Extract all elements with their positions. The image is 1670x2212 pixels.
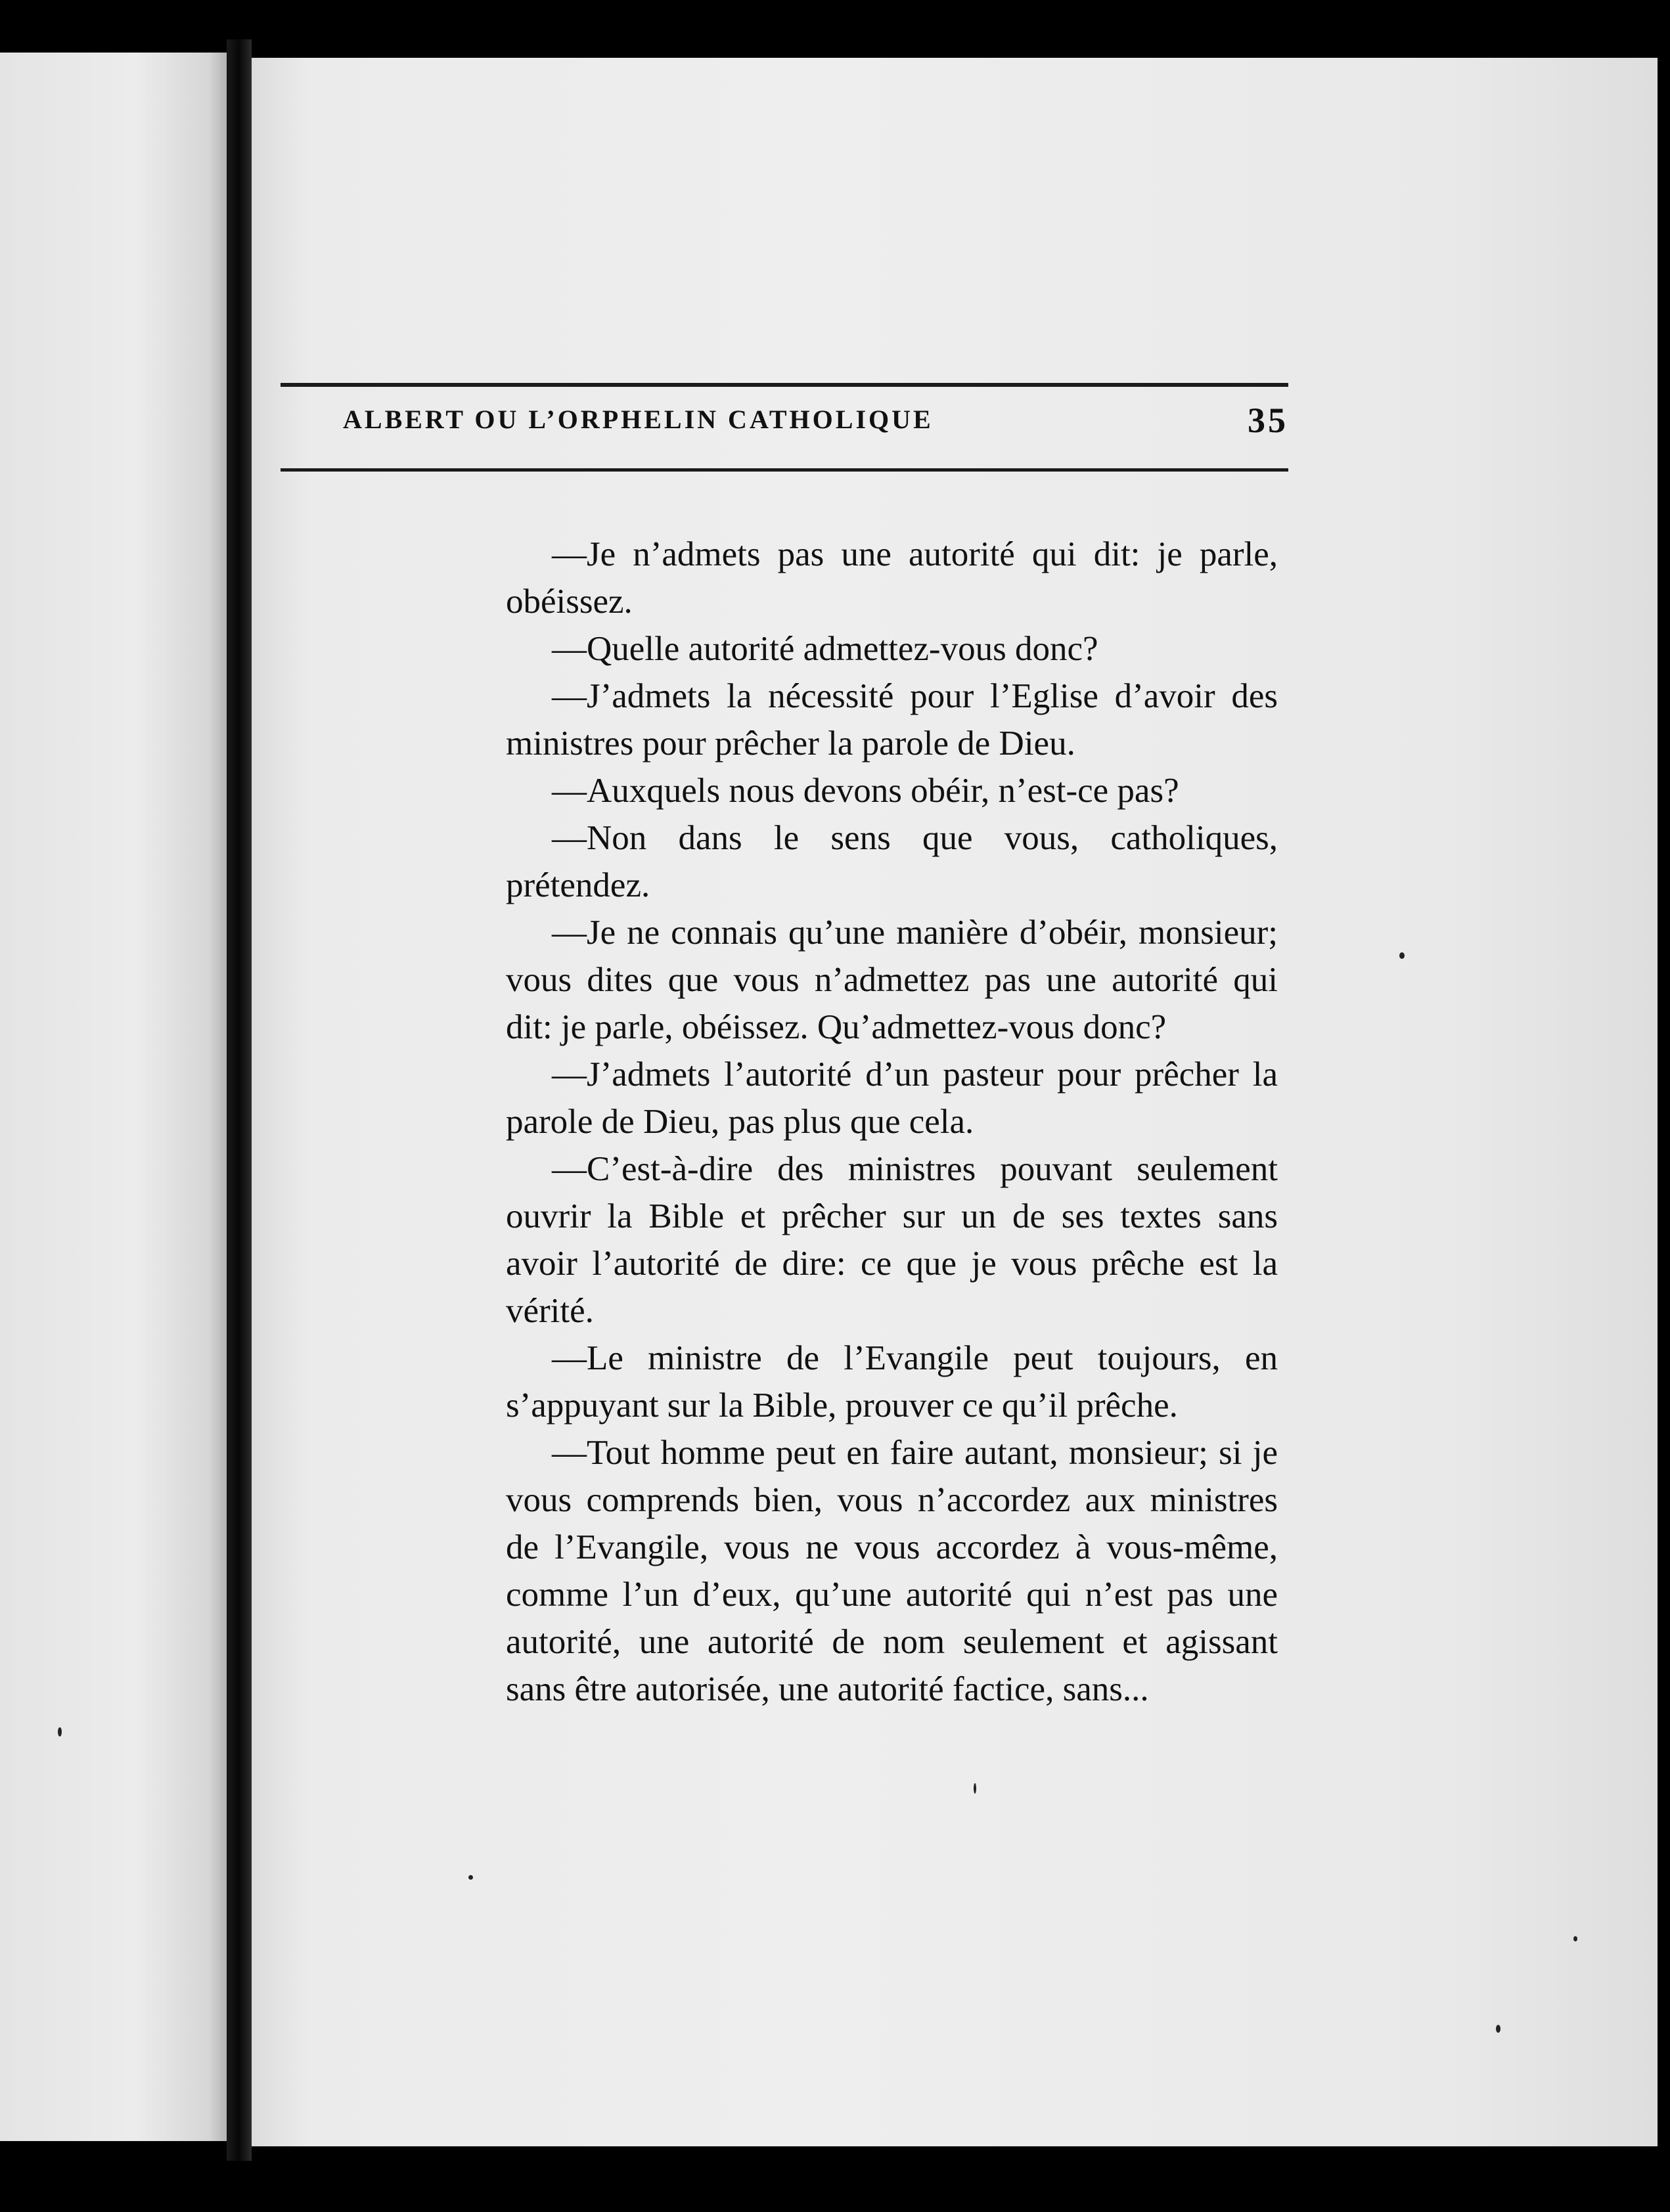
scan-speck: [1573, 1936, 1577, 1941]
paragraph: —Tout homme peut en faire autant, monsieur; si je vous comprends bien, vous n’accordez aux ministres de l’Evangile, vous ne vous accordez à vous-même, comme l’un d’eux, qu’une autorité qui n’est pas une autorité, une autorité de nom seulement et agissant sans être autorisée, une autorité factice, sans...: [506, 1434, 1278, 1708]
paragraph: —Auxquels nous devons obéir, n’est-ce pas?: [552, 772, 1179, 810]
running-title: ALBERT OU L’ORPHELIN CATHOLIQUE: [343, 405, 934, 434]
scan-speck: [468, 1875, 473, 1880]
scan-speck: [1399, 952, 1405, 959]
header-rule-bottom: [281, 468, 1288, 472]
scan-speck: [1496, 2025, 1501, 2033]
scan-speck: [974, 1783, 976, 1794]
book-gutter: [227, 39, 252, 2161]
scan-speck: [58, 1727, 62, 1736]
paragraph: —J’admets la nécessité pour l’Eglise d’avoir des ministres pour prêcher la parole de Dieu.: [506, 677, 1278, 763]
previous-page-edge: [0, 53, 227, 2141]
paragraph: —Quelle autorité admettez-vous donc?: [552, 630, 1098, 668]
paragraph: —Non dans le sens que vous, catholiques, prétendez.: [506, 819, 1278, 904]
paragraph: —Je ne connais qu’une manière d’obéir, monsieur; vous dites que vous n’admettez pas une autorité qui dit: je parle, obéissez. Qu’admettez-vous donc?: [506, 914, 1278, 1046]
paragraph: —Je n’admets pas une autorité qui dit: je parle, obéissez.: [506, 535, 1278, 621]
header-rule-top: [281, 383, 1288, 387]
body-text: [506, 531, 1278, 1713]
running-head: [281, 383, 1288, 481]
paragraph: —C’est-à-dire des ministres pouvant seulement ouvrir la Bible et prêcher sur un de ses textes sans avoir l’autorité de dire: ce que je vous prêche est la vérité.: [506, 1150, 1278, 1330]
page-number: 35: [1248, 401, 1288, 440]
paragraph: —Le ministre de l’Evangile peut toujours, en s’appuyant sur la Bible, prouver ce qu’il prêche.: [506, 1339, 1278, 1425]
paragraph: —J’admets l’autorité d’un pasteur pour prêcher la parole de Dieu, pas plus que cela.: [506, 1055, 1278, 1141]
